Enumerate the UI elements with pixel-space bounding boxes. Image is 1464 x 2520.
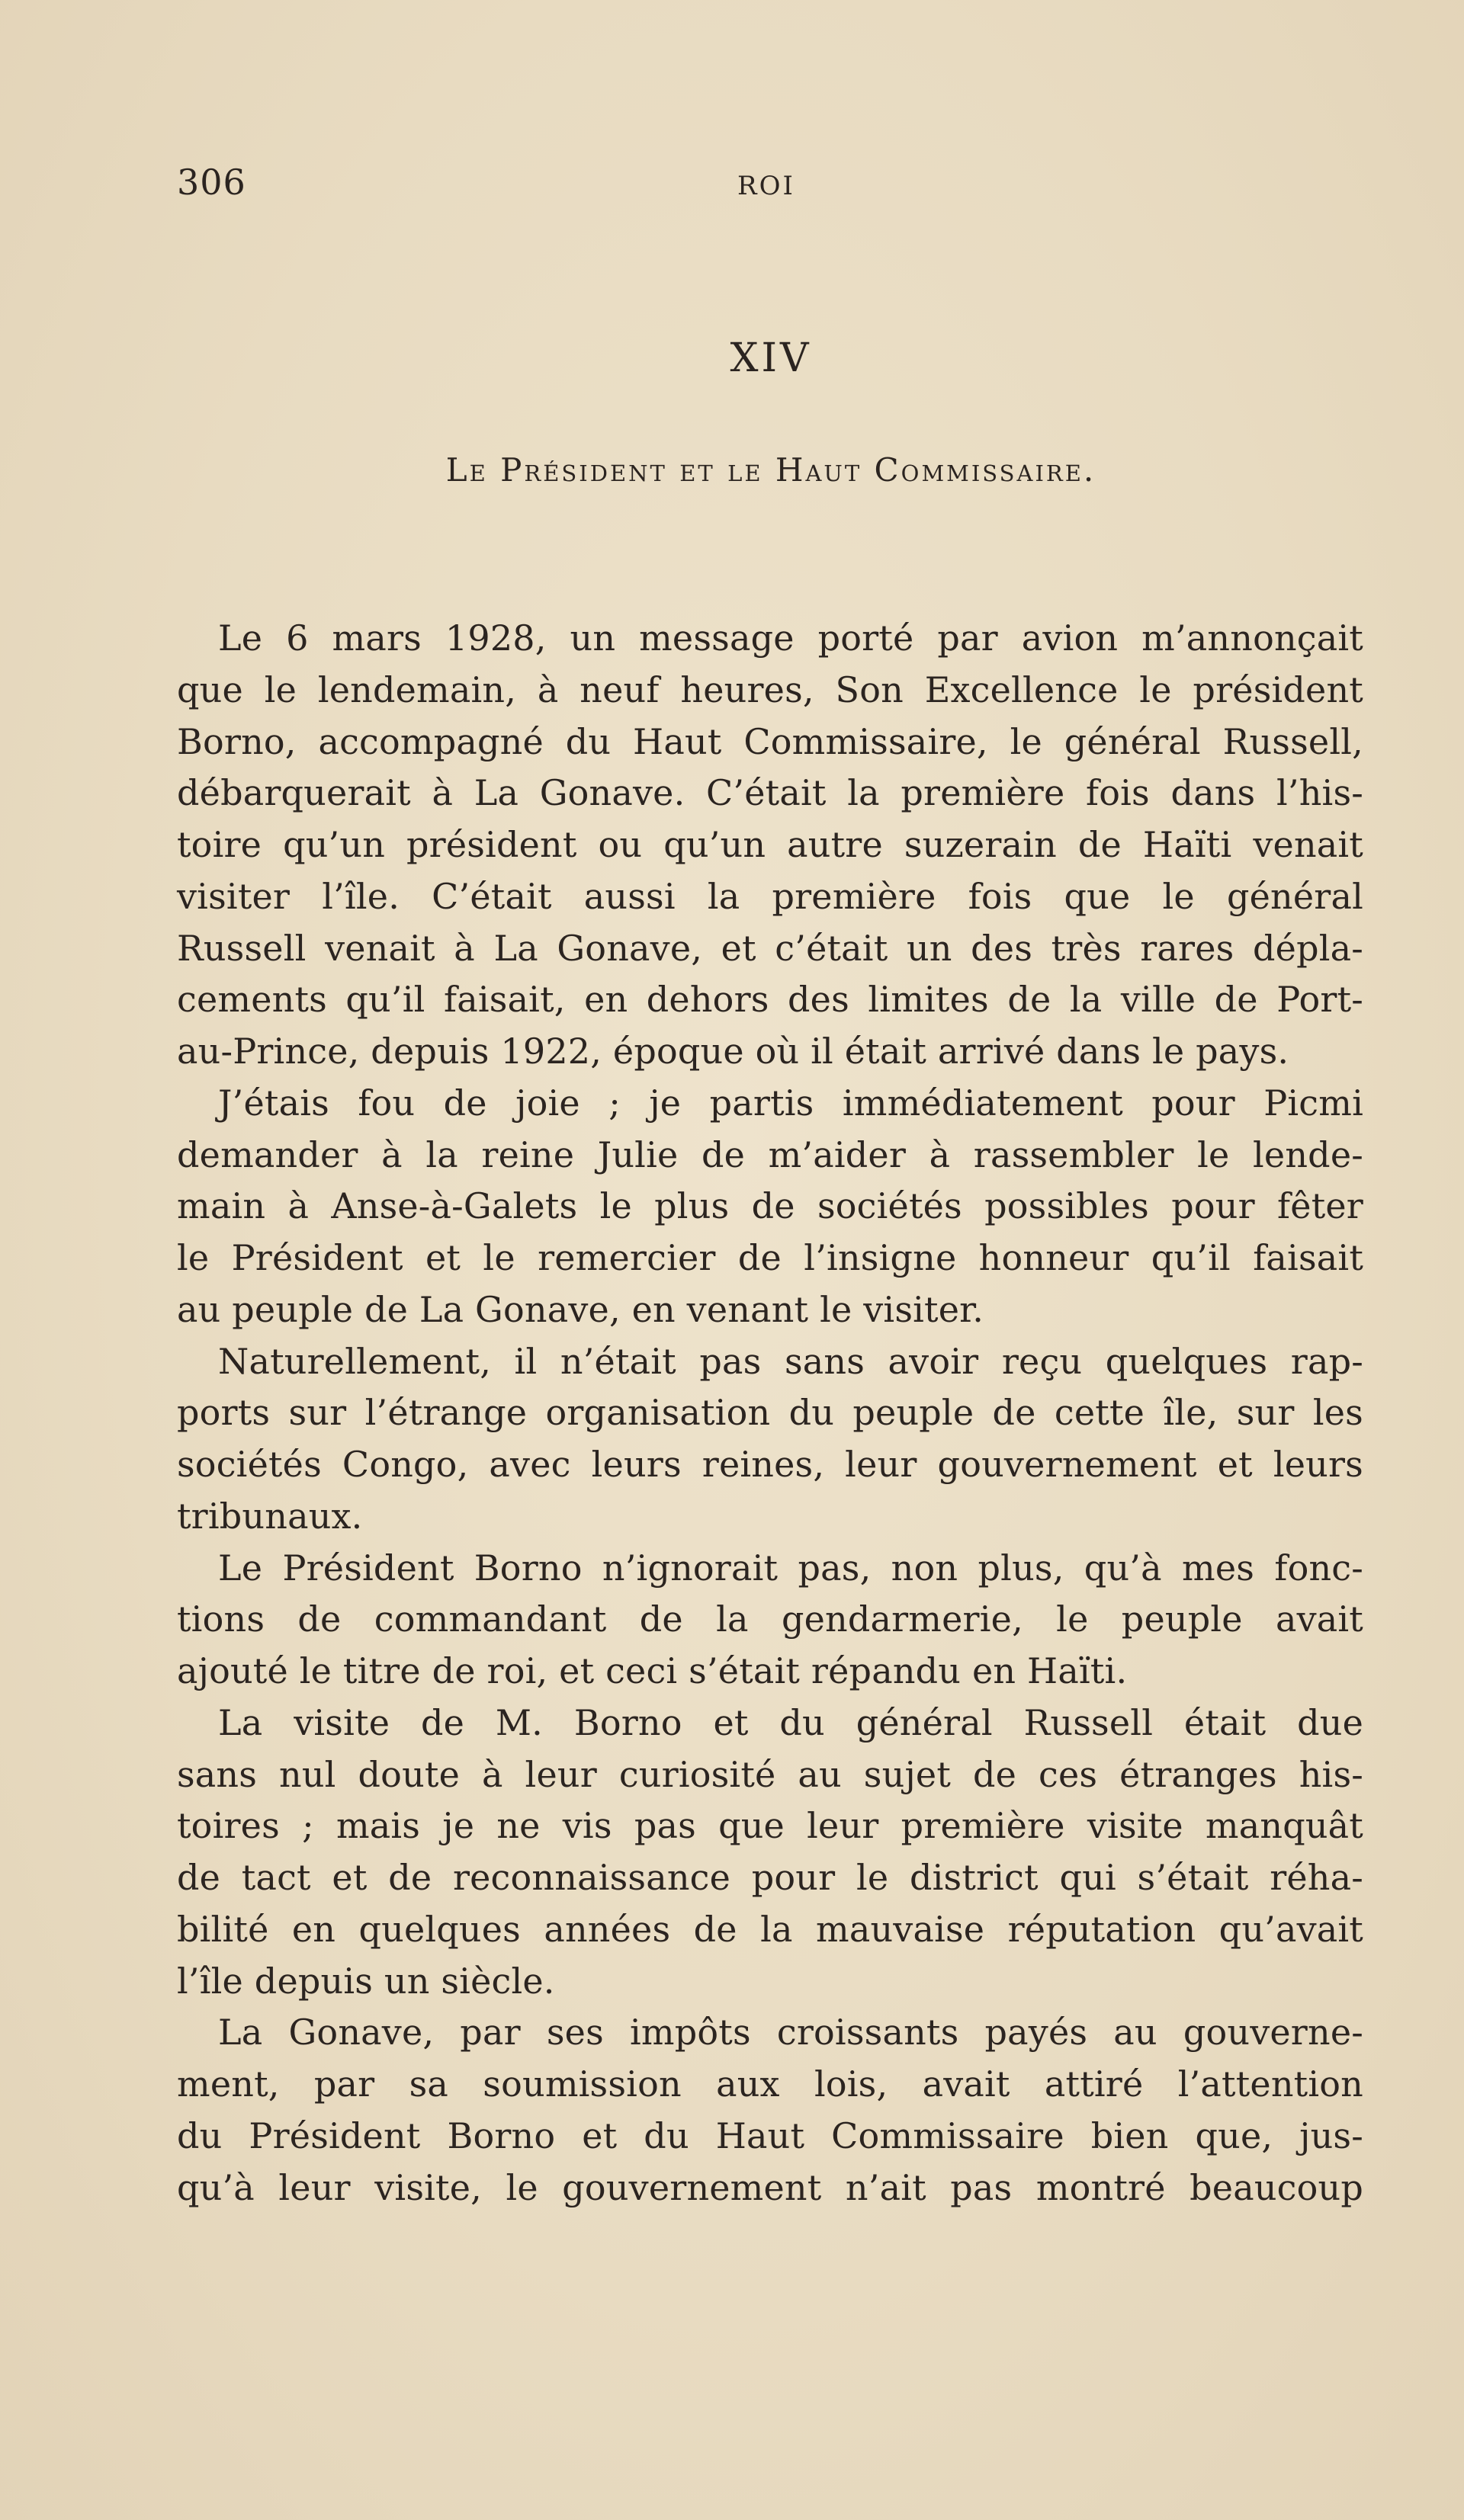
text-line: tions de commandant de la gendarmerie, le peuple avait	[177, 1598, 1363, 1640]
text-line: Le Président Borno n’ignorait pas, non plus, qu’à mes fonc-	[218, 1547, 1363, 1589]
body-text	[177, 613, 1363, 2214]
text-line: Russell venait à La Gonave, et c’était un des très rares dépla-	[177, 927, 1363, 969]
text-line: La Gonave, par ses impôts croissants payés au gouverne-	[218, 2012, 1363, 2054]
text-line: cements qu’il faisait, en dehors des limites de la ville de Port-	[177, 979, 1363, 1021]
running-title: ROI	[737, 171, 795, 201]
text-line: demander à la reine Julie de m’aider à rassembler le lende-	[177, 1133, 1363, 1175]
text-line: toires ; mais je ne vis pas que leur première visite manquât	[177, 1805, 1363, 1847]
page-number: 306	[177, 162, 246, 203]
text-line: visiter l’île. C’était aussi la première fois que le général	[177, 875, 1363, 917]
text-line: tribunaux.	[177, 1495, 363, 1537]
running-head	[177, 162, 1357, 207]
text-line: J’étais fou de joie ; je partis immédiatement pour Picmi	[218, 1082, 1363, 1124]
text-line: La visite de M. Borno et du général Russell était due	[218, 1701, 1363, 1743]
text-line: ports sur l’étrange organisation du peuple de cette île, sur les	[177, 1392, 1363, 1434]
text-line: ajouté le titre de roi, et ceci s’était répandu en Haïti.	[177, 1650, 1128, 1691]
text-line: ment, par sa soumission aux lois, avait attiré l’attention	[177, 2063, 1363, 2105]
text-line: Le 6 mars 1928, un message porté par avion m’annonçait	[218, 617, 1363, 659]
text-line: du Président Borno et du Haut Commissaire bien que, jus-	[177, 2114, 1363, 2156]
text-line: le Président et le remercier de l’insigne honneur qu’il faisait	[177, 1237, 1363, 1278]
text-line: bilité en quelques années de la mauvaise réputation qu’avait	[177, 1908, 1363, 1950]
text-line: de tact et de reconnaissance pour le district qui s’était réha-	[177, 1857, 1363, 1898]
text-line: au peuple de La Gonave, en venant le visiter.	[177, 1288, 984, 1330]
text-line: main à Anse-à-Galets le plus de sociétés possibles pour fêter	[177, 1185, 1363, 1227]
chapter-title: Le Président et le Haut Commissaire.	[445, 451, 1096, 489]
text-line: l’île depuis un siècle.	[177, 1960, 555, 2002]
chapter-number: XIV	[730, 335, 812, 381]
text-line: que le lendemain, à neuf heures, Son Excellence le président	[177, 668, 1363, 710]
text-line: Naturellement, il n’était pas sans avoir reçu quelques rap-	[218, 1340, 1363, 1382]
text-line: au-Prince, depuis 1922, époque où il était arrivé dans le pays.	[177, 1031, 1289, 1072]
text-line: Borno, accompagné du Haut Commissaire, le général Russell,	[177, 720, 1363, 762]
text-line: toire qu’un président ou qu’un autre suzerain de Haïti venait	[177, 824, 1363, 865]
text-line: sans nul doute à leur curiosité au sujet de ces étranges his-	[177, 1753, 1363, 1795]
text-line: sociétés Congo, avec leurs reines, leur gouvernement et leurs	[177, 1444, 1363, 1485]
text-line: débarquerait à La Gonave. C’était la première fois dans l’his-	[177, 772, 1363, 814]
text-line: qu’à leur visite, le gouvernement n’ait pas montré beaucoup	[177, 2166, 1363, 2208]
